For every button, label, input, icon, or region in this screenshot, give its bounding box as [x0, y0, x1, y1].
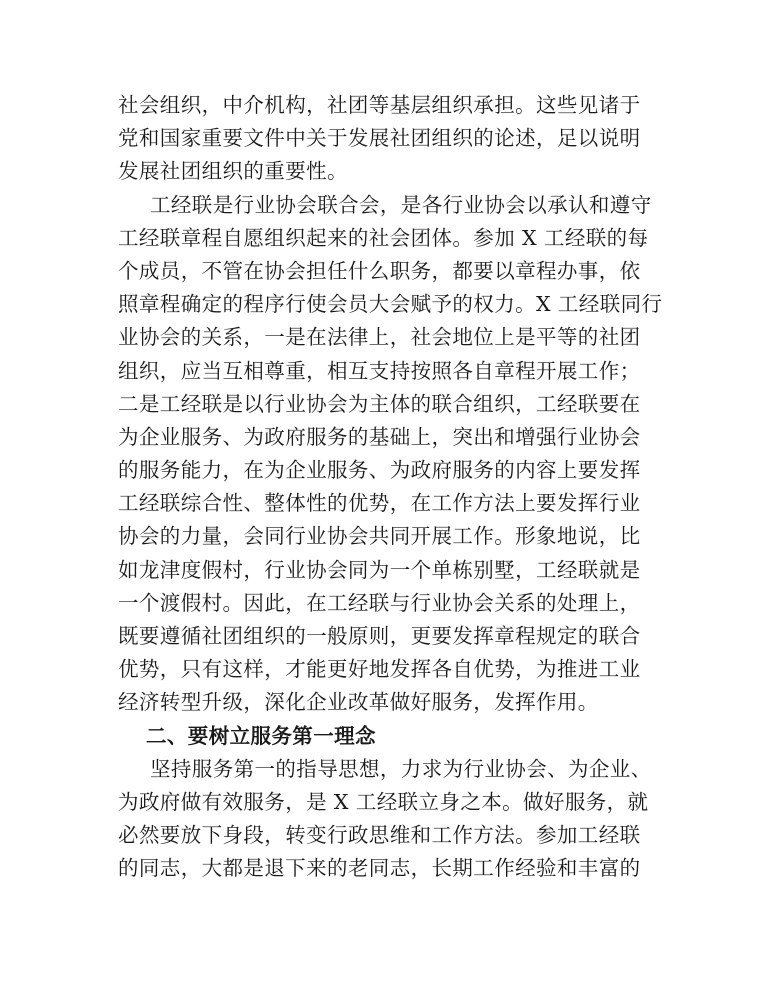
text-line: 工经联章程自愿组织起来的社会团体。参加 X 工经联的每 [118, 225, 649, 250]
paragraph-first-line: 坚持服务第一的指导思想，力求为行业协会、为企业、 [150, 756, 652, 781]
text-line: 既要遵循社团组织的一般原则，更要发挥章程规定的联合 [118, 624, 641, 648]
text-line: 优势，只有这样，才能更好地发挥各自优势，为推进工业 [118, 657, 641, 682]
text-line: 发展社团组织的重要性。 [118, 159, 348, 184]
text-line: 社会组织，中介机构，社团等基层组织承担。这些见诸于 [118, 93, 641, 117]
text-line: 个成员，不管在协会担任什么职务，都要以章程办事，依 [118, 258, 641, 283]
text-line: 为企业服务、为政府服务的基础上，突出和增强行业协会 [118, 424, 641, 449]
text-line: 照章程确定的程序行使会员大会赋予的权力。X 工经联同行 [118, 292, 663, 317]
text-line: 业协会的关系，一是在法律上，社会地位上是平等的社团 [118, 325, 641, 350]
text-line: 一个渡假村。因此，在工经联与行业协会关系的处理上， [118, 590, 641, 615]
text-line: 必然要放下身段，转变行政思维和工作方法。参加工经联 [118, 823, 641, 848]
text-line: 经济转型升级，深化企业改革做好服务，发挥作用。 [118, 690, 599, 715]
text-line: 为政府做有效服务，是 X 工经联立身之本。做好服务，就 [118, 789, 649, 814]
text-line: 协会的力量，会同行业协会共同开展工作。形象地说，比 [118, 524, 641, 549]
text-line: 工经联综合性、整体性的优势，在工作方法上要发挥行业 [118, 491, 641, 516]
paragraph-first-line: 工经联是行业协会联合会，是各行业协会以承认和遵守 [150, 192, 652, 217]
text-line: 的服务能力，在为企业服务、为政府服务的内容上要发挥 [118, 458, 641, 483]
text-line: 党和国家重要文件中关于发展社团组织的论述，足以说明 [118, 126, 641, 151]
text-line: 二是工经联是以行业协会为主体的联合组织，工经联要在 [118, 391, 641, 416]
section-heading: 二、要树立服务第一理念 [146, 723, 376, 748]
text-line: 组织，应当互相尊重，相互支持按照各自章程开展工作； [118, 358, 641, 383]
text-line: 的同志，大都是退下来的老同志，长期工作经验和丰富的 [118, 856, 641, 881]
document-body [118, 89, 663, 886]
text-line: 如龙津度假村，行业协会同为一个单栋别墅，工经联就是 [118, 557, 641, 582]
